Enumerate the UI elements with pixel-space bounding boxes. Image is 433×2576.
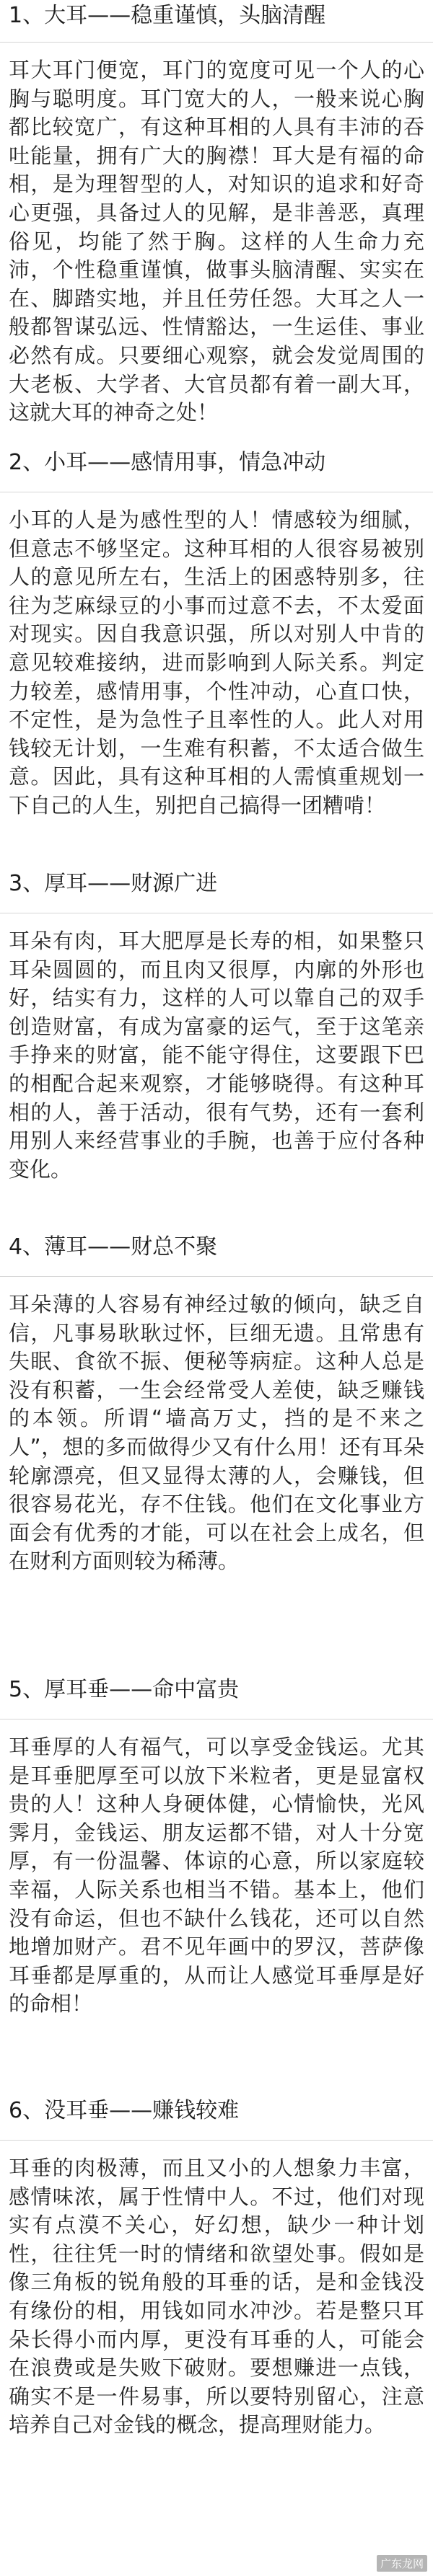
section-4-divider [0,1276,433,1277]
section-5-title: 5、厚耳垂——命中富贵 [9,1677,240,1702]
section-2-title: 2、小耳——感情用事，情急冲动 [9,450,326,475]
section-1-divider [0,42,433,43]
section-1-title: 1、大耳——稳重谨慎，头脑清醒 [9,3,326,28]
section-3-body: 耳朵有肉，耳大肥厚是长寿的相，如果整只耳朵圆圆的，而且肉又很厚，内廓的外形也好，结实有力，这样的人可以靠自己的双手创造财富，有成为富豪的运气，至于这笔亲手挣来的财富，能不能守得住，这要跟下巴的相配合起来观察，才能够晓得。有这种耳相的人，善于活动，很有气势，还有一套利用别人来经营事业的手腕，也善于应付各种变化。 [9,929,424,1182]
section-6-body: 耳垂的肉极薄，而且又小的人想象力丰富，感情味浓，属于性情中人。不过，他们对现实有点漠不关心，好幻想，缺少一种计划性，往往凭一时的情绪和欲望处事。假如是像三角板的锐角般的耳垂的话，是和金钱没有缘份的相，用钱如同水冲沙。若是整只耳朵长得小而内厚，更没有耳垂的人，可能会在浪费或是失败下破财。要想赚进一点钱，确实不是一件易事，所以要特别留心，注意培养自己对金钱的概念，提高理财能力。 [9,2156,424,2438]
section-2-body: 小耳的人是为感性型的人！情感较为细腻，但意志不够坚定。这种耳相的人很容易被别人的意见所左右，生活上的困惑特别多，往往为芝麻绿豆的小事而过意不去，不太爱面对现实。因自我意识强，所以对别人中肯的意见较难接纳，进而影响到人际关系。判定力较差，感情用事，个性冲动，心直口快，不定性，是为急性子且率性的人。此人对用钱较无计划，一生难有积蓄，不太适合做生意。因此，具有这种耳相的人需慎重规划一下自己的人生，别把自己搞得一团糟啃！ [9,508,424,818]
section-4-title: 4、薄耳——财总不聚 [9,1234,218,1260]
section-6-divider [0,2140,433,2141]
section-1-body: 耳大耳门便宽，耳门的宽度可见一个人的心胸与聪明度。耳门宽大的人，一般来说心胸都比较宽广，有这种耳相的人具有丰沛的吞吐能量，拥有广大的胸襟！耳大是有福的命相，是为理智型的人，对知识的追求和好奇心更强，具备过人的见解，是非善恶，真理俗见，均能了然于胸。这样的人生命力充沛，个性稳重谨慎，做事头脑清醒、实实在在、脚踏实地，并且任劳任怨。大耳之人一般都智谋弘远、性情豁达，一生运佳、事业必然有成。只要细心观察，就会发觉周围的大老板、大学者、大官员都有着一副大耳，这就大耳的神奇之处！ [9,58,424,425]
section-6-title: 6、没耳垂——赚钱较难 [9,2098,240,2123]
site-watermark: 广东龙网 [377,2555,427,2572]
section-5-body: 耳垂厚的人有福气，可以享受金钱运。尤其是耳垂肥厚至可以放下米粒者，更是显富权贵的人！这种人身硬体健，心情愉快，光风霁月，金钱运、朋友运都不错，对人十分宽厚，有一份温馨、体谅的心意，所以家庭较幸福，人际关系也相当不错。基本上，他们没有命运，但也不缺什么钱花，还可以自然地增加财产。君不见年画中的罗汉，菩萨像耳垂都是厚重的，从而让人感觉耳垂厚是好的命相！ [9,1735,424,2017]
section-3-title: 3、厚耳——财源广进 [9,871,218,896]
section-4-body: 耳朵薄的人容易有神经过敏的倾向，缺乏自信，凡事易耿耿过怀，巨细无遗。且常患有失眠、食欲不振、便秘等病症。这种人总是没有积蓄，一生会经常受人差使，缺乏赚钱的本领。所谓“墙高万丈，挡的是不来之人”，想的多而做得少又有什么用！还有耳朵轮廓漂亮，但又显得太薄的人，会赚钱，但很容易花光，存不住钱。他们在文化事业方面会有优秀的才能，可以在社会上成名，但在财利方面则较为稀薄。 [9,1292,424,1574]
